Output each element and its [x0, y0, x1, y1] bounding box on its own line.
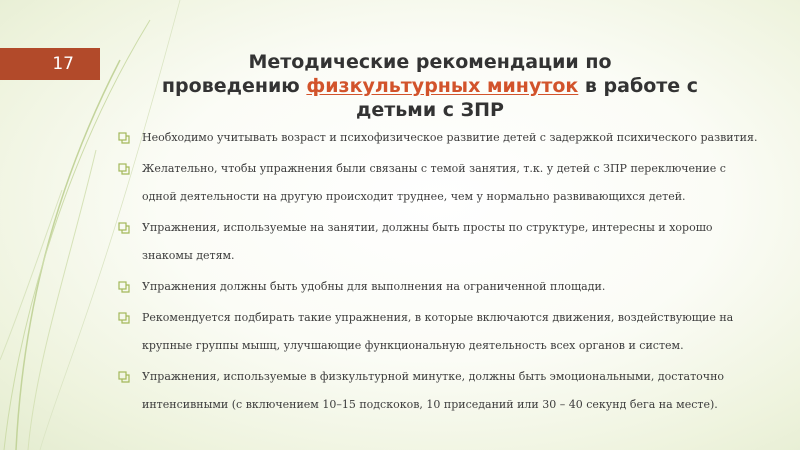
bullet-text: Желательно, чтобы упражнения были связаны с темой занятия, т.к. у детей с ЗПР переключение с одной деятельности на другую происходит труднее, чем у нормально развивающихся детей. [142, 162, 726, 203]
bullet-text: Рекомендуется подбирать такие упражнения, в которые включаются движения, воздействующие на крупные группы мышц, улучшающие функциональную деятельность всех органов и систем. [142, 311, 734, 352]
bullet-item [118, 363, 758, 419]
open-square-bullet-icon [118, 163, 130, 175]
title-line-2-prefix: проведению [161, 75, 307, 97]
slide-number-badge: 17 [0, 48, 100, 80]
open-square-bullet-icon [118, 312, 130, 324]
decor-line [0, 190, 62, 360]
bullet-item [118, 124, 758, 152]
bullet-text: Упражнения, используемые в физкультурной минутке, должны быть эмоциональными, достаточно интенсивными (с включением 10–15 подскоков, 10 приседаний или 30 – 40 секунд бега на месте). [142, 370, 725, 411]
decor-line [28, 150, 96, 450]
bullet-item [118, 304, 758, 360]
open-square-bullet-icon [118, 371, 130, 383]
title-line-3: детьми с ЗПР [356, 99, 504, 121]
open-square-bullet-icon [118, 132, 130, 144]
open-square-bullet-icon [118, 281, 130, 293]
bullet-item [118, 155, 758, 211]
bullet-text: Упражнения должны быть удобны для выполнения на ограниченной площади. [142, 280, 606, 293]
title-line-2-suffix: в работе с [578, 75, 699, 97]
title-line-1: Методические рекомендации по [248, 51, 612, 73]
title-highlight: физкультурных минуток [306, 75, 579, 97]
bullet-item [118, 214, 758, 270]
bullet-text: Необходимо учитывать возраст и психофизическое развитие детей с задержкой психического развития. [142, 131, 758, 144]
decor-line [16, 60, 120, 450]
open-square-bullet-icon [118, 222, 130, 234]
bullet-item [118, 273, 758, 301]
slide-title [130, 50, 730, 122]
bullet-text: Упражнения, используемые на занятии, должны быть просты по структуре, интересны и хорошо знакомы детям. [142, 221, 713, 262]
bullet-list [118, 124, 758, 422]
